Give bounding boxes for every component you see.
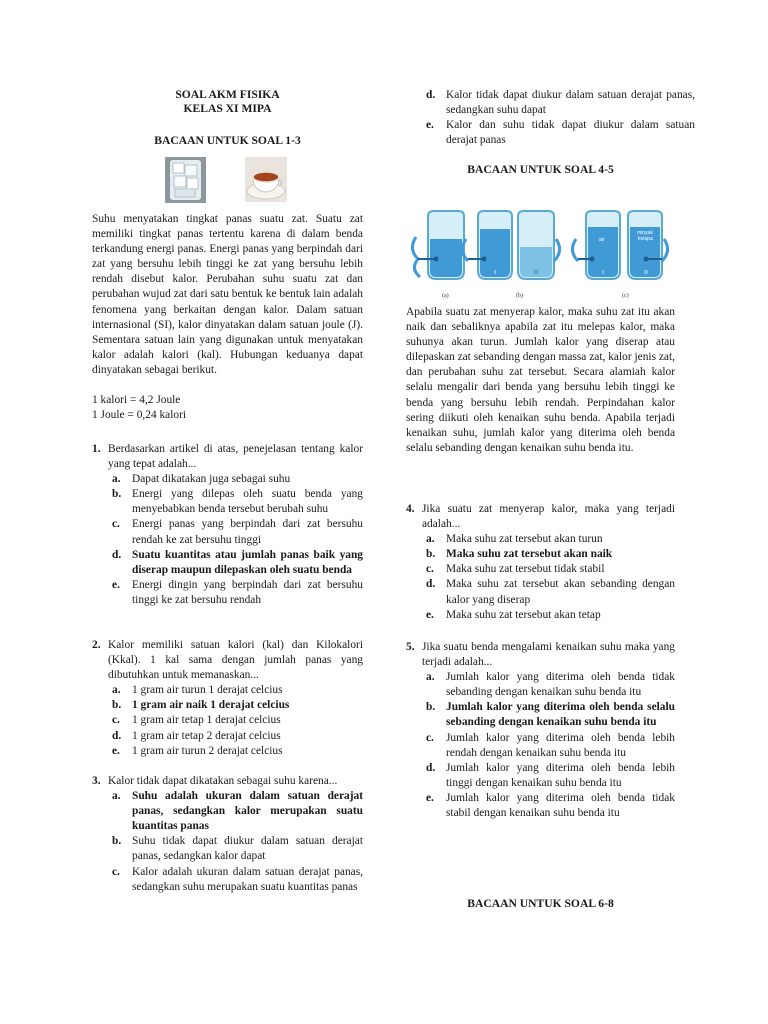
beaker-b-1 xyxy=(462,211,512,279)
option-letter: a. xyxy=(426,671,435,684)
question-5 xyxy=(406,640,675,821)
q1-option-e[interactable] xyxy=(112,578,363,608)
q4-option-c[interactable] xyxy=(426,562,675,577)
option-letter: b. xyxy=(426,701,436,714)
question-4-text: Jika suatu zat menyerap kalor, maka yang terjadi adalah... xyxy=(422,503,675,531)
reading1-paragraph: Suhu menyatakan tingkat panas suatu zat. Suatu zat memiliki tingkat panas tertentu karena di dalam benda terkandung energi panas. Energi panas yang berpindah dari zat yang bersuhu lebih tinggi ke zat yang bersuhu lebih rendah disebut kalor. Perubahan suhu suatu zat dan perubahan wujud zat dari satu bentuk ke bentuk lain adalah fenomena yang berkaitan dengan kalor. Dalam satuan internasional (SI), kalor dinyatakan dalam satuan joule (J). Sementara satuan lain yang digunakan untuk menyatakan kalor adalah kalori (kal). Hubungan keduanya dapat dinyatakan sebagai berikut. xyxy=(92,213,363,376)
roman-2-label-c: II xyxy=(644,270,648,276)
option-letter: e. xyxy=(426,119,434,132)
option-letter: d. xyxy=(426,578,436,591)
option-letter: a. xyxy=(112,684,121,697)
section-heading-1-3: BACAAN UNTUK SOAL 1-3 xyxy=(154,134,301,147)
doc-title-line2: KELAS XI MIPA xyxy=(183,102,272,115)
option-letter: e. xyxy=(112,744,120,757)
question-1-number: 1. xyxy=(92,443,101,455)
question-4 xyxy=(406,502,675,623)
ice-glass-image xyxy=(165,157,206,203)
air-label: air xyxy=(599,237,605,243)
option-text: Suhu tidak dapat diukur dalam satuan derajat panas, sedangkan kalor dapat xyxy=(132,835,363,863)
option-letter: a. xyxy=(426,533,435,546)
q1-option-b[interactable] xyxy=(112,487,363,517)
beaker-c-1 xyxy=(572,211,620,279)
q5-option-d[interactable] xyxy=(426,761,675,791)
option-letter: c. xyxy=(112,714,120,727)
q3-option-b[interactable] xyxy=(112,834,363,864)
option-text: Energi dingin yang berpindah dari zat bersuhu tinggi ke zat bersuhu rendah xyxy=(132,578,363,606)
option-text: 1 gram air naik 1 derajat celcius xyxy=(132,699,290,712)
option-text: Jumlah kalor yang diterima oleh benda lebih rendah dengan kenaikan suhu benda itu xyxy=(446,731,675,759)
q5-option-a[interactable] xyxy=(426,670,675,700)
option-text: Kalor adalah ukuran dalam satuan derajat panas, sedangkan suhu merupakan suatu kuantitas panas xyxy=(132,865,363,893)
question-3-options-continued xyxy=(406,88,695,148)
option-text: Suatu kuantitas atau jumlah panas baik yang diserap maupun dilepaskan oleh suatu benda xyxy=(132,548,363,576)
option-text: 1 gram air turun 1 derajat celcius xyxy=(132,684,283,697)
reading2-paragraph: Apabila suatu zat menyerap kalor, maka suhu zat itu akan naik dan sebaliknya apabila zat itu melepas kalor, maka suhunya akan turun. Jumlah kalor yang diserap atau dilepaskan zat sebanding dengan massa zat, kalor jenis zat, dan perubahan suhu zat tersebut. Secara alamiah kalor selalu mengalir dari benda yang bersuhu lebih tinggi ke benda yang bersuhu lebih rendah. Perpindahan kalor sering diikuti oleh kenaikan suhu benda. Apabila terjadi kenaikan suhu, jumlah kalor yang diterima oleh benda selalu sebanding dengan kenaikan suhu benda itu. xyxy=(406,306,675,454)
option-text: 1 gram air tetap 1 derajat celcius xyxy=(132,714,281,727)
beaker-c-2 xyxy=(628,211,668,279)
section-heading-6-8: BACAAN UNTUK SOAL 6-8 xyxy=(467,897,614,910)
q1-option-d[interactable] xyxy=(112,548,363,578)
beaker-a xyxy=(412,211,464,279)
option-text: Dapat dikatakan juga sebagai suhu xyxy=(132,473,291,486)
question-5-options xyxy=(406,670,675,821)
q1-option-a[interactable] xyxy=(112,472,363,487)
q2-option-a[interactable] xyxy=(112,683,363,698)
q1-option-c[interactable] xyxy=(112,517,363,547)
q4-option-a[interactable] xyxy=(426,532,675,547)
kelapa-label: kelapa xyxy=(638,236,653,242)
option-text: Maka suhu zat tersebut akan sebanding dengan kalor yang diserap xyxy=(446,578,675,606)
q4-option-b[interactable] xyxy=(426,547,675,562)
question-5-text: Jika suatu benda mengalami kenaikan suhu maka yang terjadi adalah... xyxy=(422,641,675,669)
question-2-number: 2. xyxy=(92,639,101,651)
option-letter: b. xyxy=(426,548,436,561)
question-1 xyxy=(92,442,363,608)
q4-option-d[interactable] xyxy=(426,577,675,607)
q4-option-e[interactable] xyxy=(426,608,675,623)
option-text: Maka suhu zat tersebut tidak stabil xyxy=(446,563,605,576)
roman-1-label: I xyxy=(494,270,496,276)
option-letter: d. xyxy=(112,548,122,561)
caption-a: (a) xyxy=(442,293,449,299)
beaker-figure-svg xyxy=(406,199,675,305)
minyak-label: minyak xyxy=(637,230,653,236)
conversion-line-1: 1 kalori = 4,2 Joule xyxy=(92,394,181,406)
q3-option-e[interactable] xyxy=(426,118,695,148)
option-letter: d. xyxy=(112,729,122,742)
option-text: Energi panas yang berpindah dari zat bersuhu rendah ke zat bersuhu tinggi xyxy=(132,518,363,546)
beaker-b-2 xyxy=(518,211,560,279)
option-text: Energi yang dilepas oleh suatu benda yang menyebabkan benda tersebut berubah suhu xyxy=(132,488,363,516)
option-text: Jumlah kalor yang diterima oleh benda lebih tinggi dengan kenaikan suhu benda itu xyxy=(446,761,675,789)
roman-1-label-c: I xyxy=(602,270,604,276)
question-3-options xyxy=(92,789,363,895)
conversion-line-2: 1 Joule = 0,24 kalori xyxy=(92,409,187,421)
option-text: 1 gram air turun 2 derajat celcius xyxy=(132,744,283,757)
question-3 xyxy=(92,774,363,895)
roman-2-label: II xyxy=(534,270,538,276)
question-3-number: 3. xyxy=(92,775,101,787)
option-text: Kalor tidak dapat diukur dalam satuan derajat panas, sedangkan suhu dapat xyxy=(446,89,695,117)
option-text: Jumlah kalor yang diterima oleh benda selalu sebanding dengan kenaikan suhu benda itu xyxy=(446,701,675,729)
option-letter: e. xyxy=(426,608,434,621)
option-letter: a. xyxy=(112,473,121,486)
option-letter: c. xyxy=(426,731,434,744)
q5-option-b[interactable] xyxy=(426,700,675,730)
option-letter: b. xyxy=(112,488,122,501)
question-4-number: 4. xyxy=(406,503,415,515)
option-letter: c. xyxy=(426,563,434,576)
question-2-options xyxy=(92,683,363,758)
q5-option-c[interactable] xyxy=(426,731,675,761)
option-letter: d. xyxy=(426,89,436,101)
q3-option-c[interactable] xyxy=(112,865,363,895)
option-text: Jumlah kalor yang diterima oleh benda tidak stabil dengan kenaikan suhu benda itu xyxy=(446,791,675,820)
option-letter: a. xyxy=(112,790,121,803)
q3-option-d[interactable] xyxy=(426,88,695,118)
caption-c: (c) xyxy=(622,293,629,299)
q5-option-e[interactable] xyxy=(426,791,675,821)
option-text: Maka suhu zat tersebut akan tetap xyxy=(446,608,601,621)
option-letter: c. xyxy=(112,518,120,531)
option-letter: e. xyxy=(426,791,434,804)
hot-tea-image xyxy=(245,157,287,202)
option-text: Maka suhu zat tersebut akan naik xyxy=(446,548,613,561)
question-2-text: Kalor memiliki satuan kalori (kal) dan Kilokalori (Kkal). 1 kal sama dengan jumlah panas yang dibutuhkan untuk memanaskan... xyxy=(108,639,363,682)
doc-title-line1: SOAL AKM FISIKA xyxy=(175,88,280,101)
q2-option-d[interactable] xyxy=(112,729,363,744)
option-text: Maka suhu zat tersebut akan turun xyxy=(446,533,603,546)
beaker-figure xyxy=(406,199,675,305)
q2-option-b[interactable] xyxy=(112,698,363,713)
section-heading-4-5: BACAAN UNTUK SOAL 4-5 xyxy=(467,163,614,176)
caption-b: (b) xyxy=(516,293,523,299)
option-letter: b. xyxy=(112,699,122,712)
option-text: 1 gram air tetap 2 derajat celcius xyxy=(132,729,281,742)
option-text: Suhu adalah ukuran dalam satuan derajat panas, sedangkan kalor merupakan suatu kuantitas panas xyxy=(132,790,363,833)
question-5-number: 5. xyxy=(406,641,415,653)
question-1-text: Berdasarkan artikel di atas, penejelasan tentang kalor yang tepat adalah... xyxy=(108,443,363,471)
question-2 xyxy=(92,638,363,759)
option-letter: c. xyxy=(112,865,120,878)
question-1-options xyxy=(92,472,363,608)
option-letter: d. xyxy=(426,761,436,774)
option-letter: e. xyxy=(112,578,120,591)
q3-option-a[interactable] xyxy=(112,789,363,834)
option-text: Kalor dan suhu tidak dapat diukur dalam satuan derajat panas xyxy=(446,119,695,147)
q2-option-c[interactable] xyxy=(112,713,363,728)
question-3-text: Kalor tidak dapat dikatakan sebagai suhu karena... xyxy=(108,775,338,787)
question-4-options xyxy=(406,532,675,623)
option-text: Jumlah kalor yang diterima oleh benda tidak sebanding dengan kenaikan suhu benda itu xyxy=(446,671,675,699)
q2-option-e[interactable] xyxy=(112,744,363,759)
option-letter: b. xyxy=(112,835,122,848)
